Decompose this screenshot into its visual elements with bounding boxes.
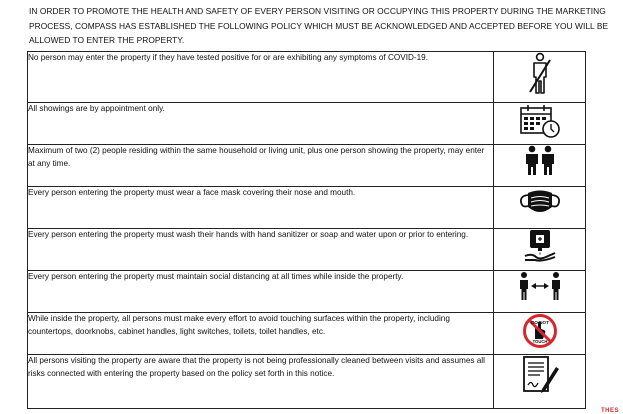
- table-row: [28, 313, 586, 355]
- two-people-icon: [522, 145, 558, 175]
- table-row: [28, 187, 586, 229]
- table-row: [28, 355, 586, 409]
- table-row: [28, 229, 586, 271]
- do-not-label: DO NOT: [530, 320, 549, 325]
- rule-text: No person may enter the property if they have tested positive for or are exhibiting any symptoms of COVID-19.: [28, 52, 494, 103]
- hand-sanitizer-icon: [522, 229, 558, 263]
- signed-document-icon: [520, 355, 560, 397]
- rule-text: Maximum of two (2) people residing within the same household or living unit, plus one person showing the property, may enter at any time.: [28, 145, 494, 187]
- rule-text: While inside the property, all persons must make every effort to avoid touching surfaces within the property, including countertops, doorknobs, cabinet handles, light switches, toilets, toilet handles, etc.: [28, 313, 494, 355]
- face-mask-icon: [518, 187, 562, 217]
- rule-text: Every person entering the property must maintain social distancing at all times while inside the property.: [28, 271, 494, 313]
- calendar-clock-icon: [518, 103, 562, 139]
- rule-text: Every person entering the property must wash their hands with hand sanitizer or soap and water upon or prior to entering.: [28, 229, 494, 271]
- table-row: [28, 271, 586, 313]
- rule-text: Every person entering the property must wear a face mask covering their nose and mouth.: [28, 187, 494, 229]
- no-person-icon: [527, 52, 553, 96]
- table-row: [28, 103, 586, 145]
- rule-text: All showings are by appointment only.: [28, 103, 494, 145]
- corner-mark: THES: [600, 408, 619, 414]
- do-not-touch-icon: [522, 313, 558, 349]
- rule-text: All persons visiting the property are aware that the property is not being professionally cleaned between visits and assumes all risks connected with entering the property based on the policy set forth in this notice.: [28, 355, 494, 409]
- social-distancing-icon: [518, 271, 562, 301]
- table-row: [28, 52, 586, 103]
- policy-table: [27, 51, 586, 409]
- touch-label: TOUCH: [532, 339, 547, 344]
- intro-notice: IN ORDER TO PROMOTE THE HEALTH AND SAFETY OF EVERY PERSON VISITING OR OCCUPYING THIS PROPERTY DURING THE MARKETING PROCESS, COMPASS HAS ESTABLISHED THE FOLLOWING POLICY WHICH MUST BE ACKNOWLEDGED AND ACCEPTED BEFORE YOU WILL BE ALLOWED TO ENTER THE PROPERTY.: [29, 6, 609, 45]
- table-row: [28, 145, 586, 187]
